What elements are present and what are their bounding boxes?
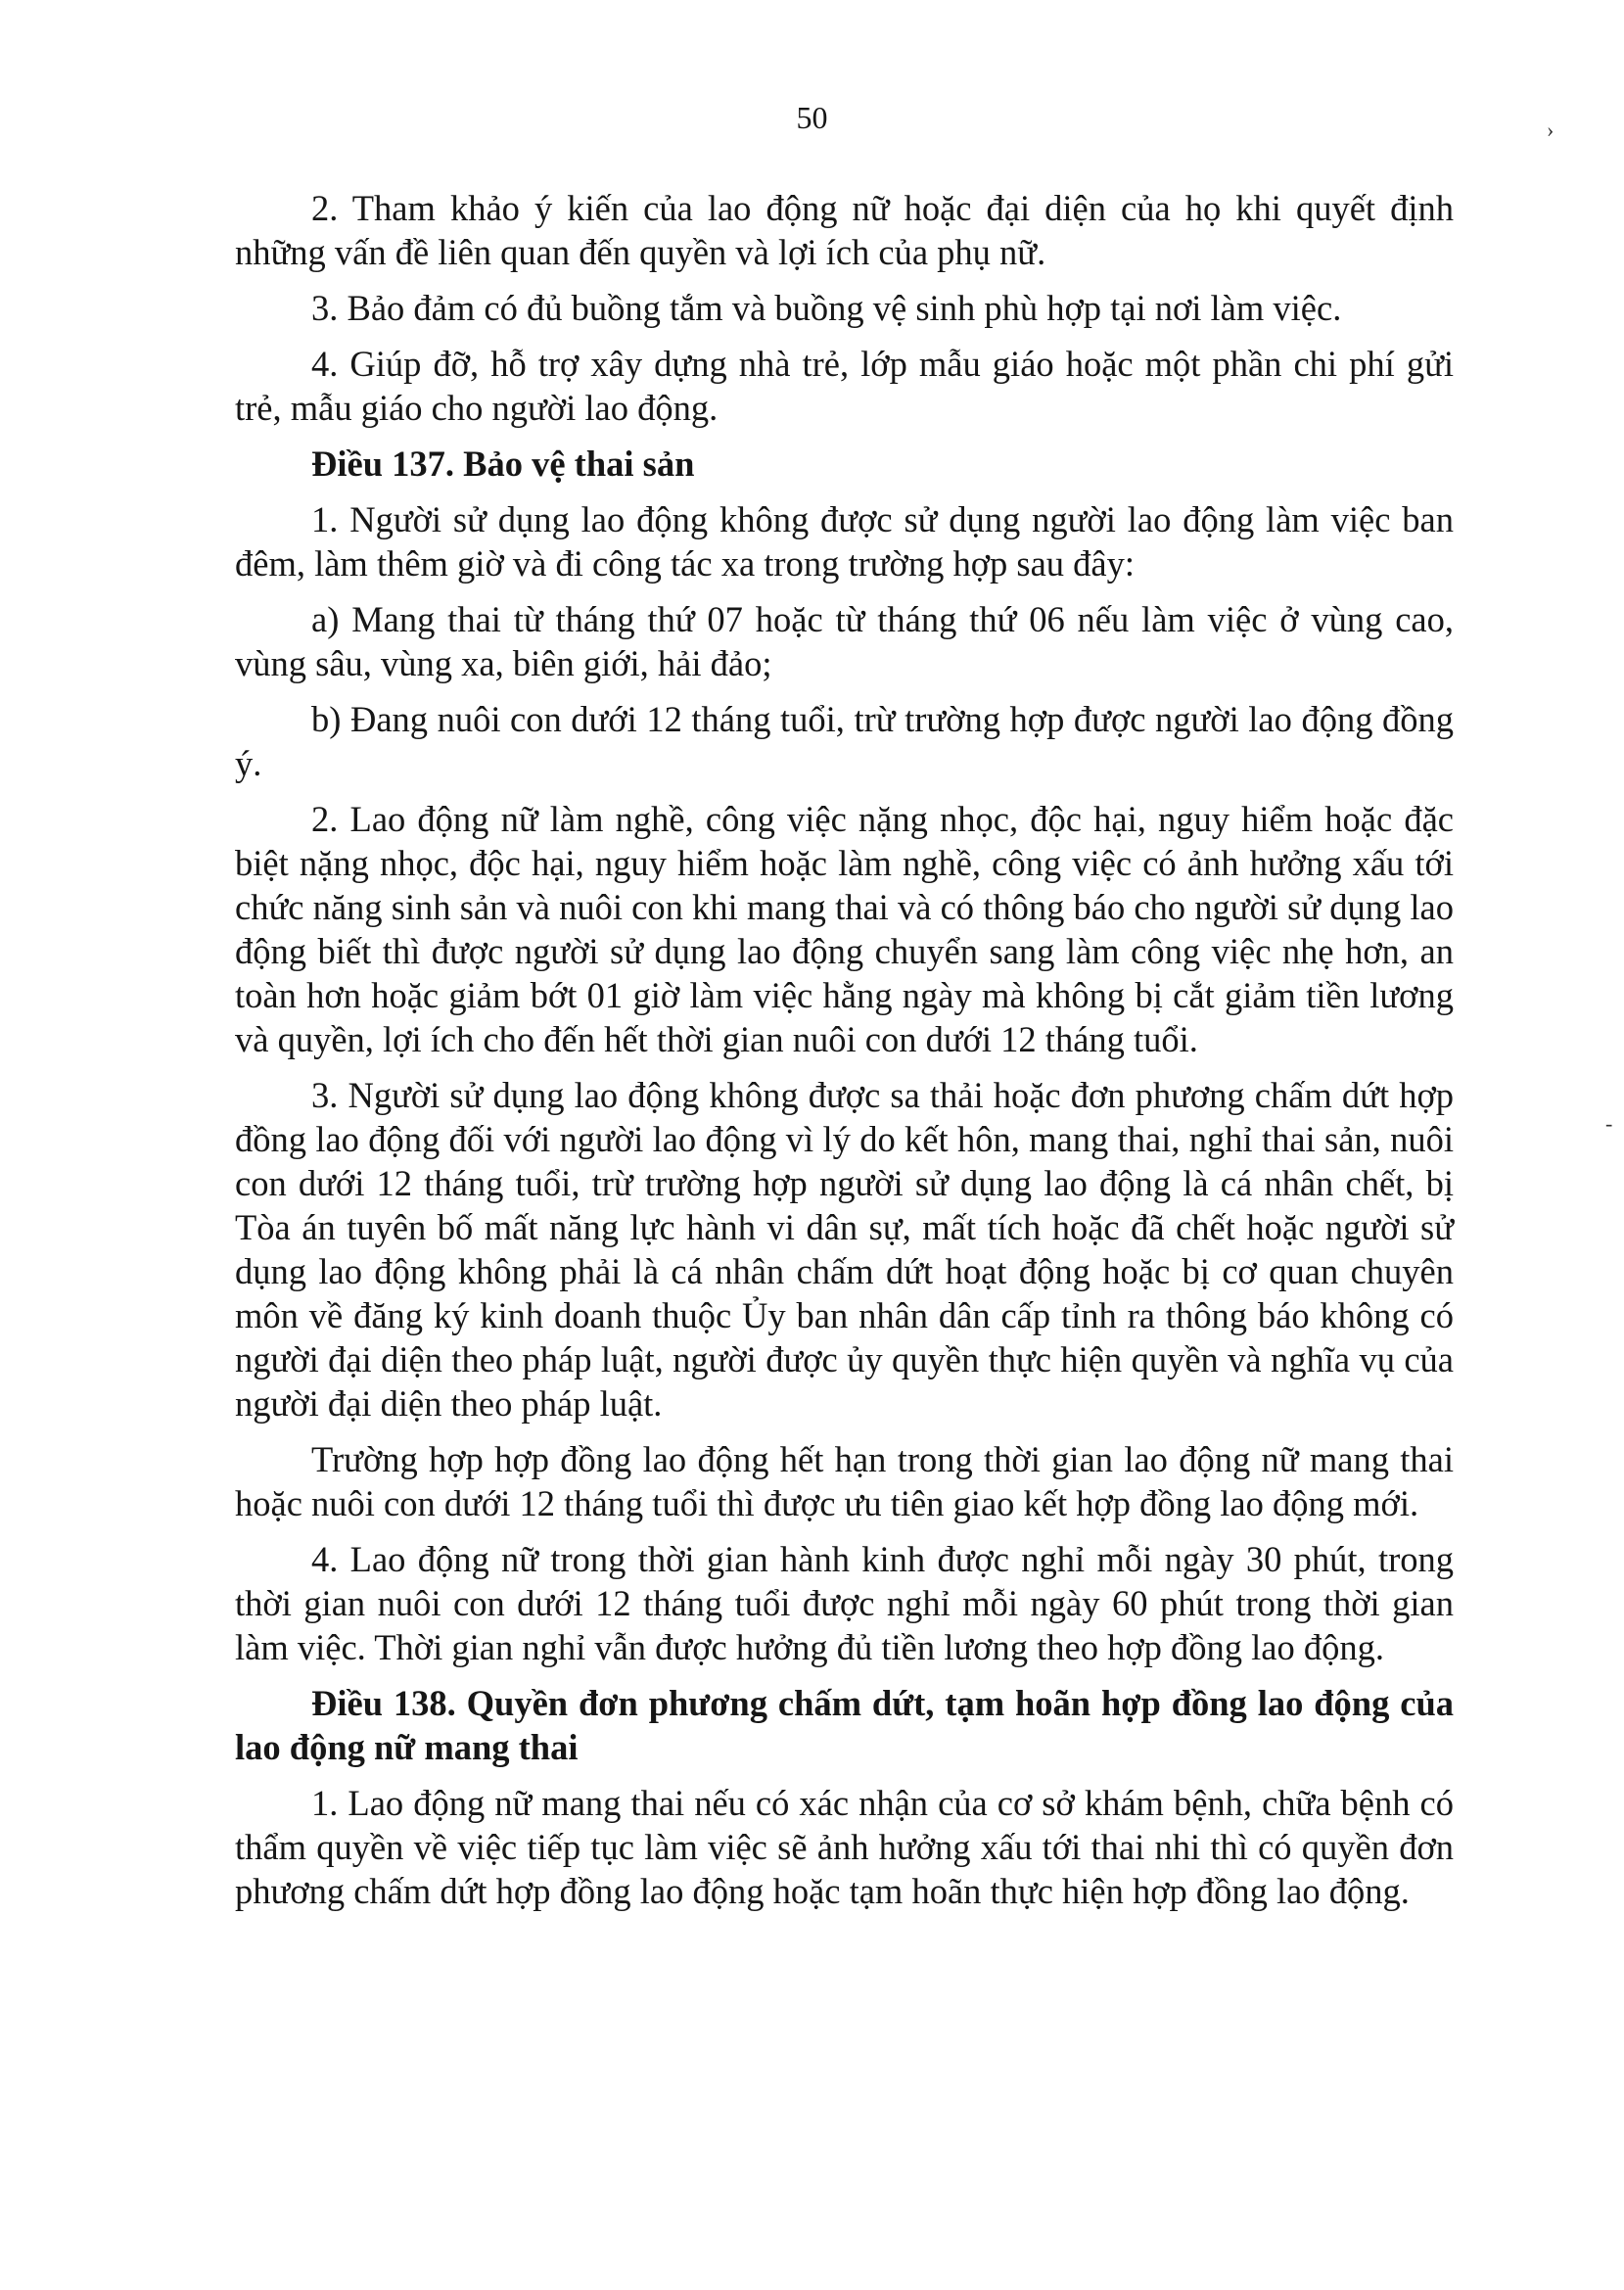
article-137-point-a: a) Mang thai từ tháng thứ 07 hoặc từ tháng thứ 06 nếu làm việc ở vùng cao, vùng sâu, vùng xa, biên giới, hải đảo; [235,599,1454,683]
article-138-heading: Điều 138. Quyền đơn phương chấm dứt, tạm hoãn hợp đồng lao động của lao động nữ mang thai [235,1683,1454,1767]
article-137-point-b: b) Đang nuôi con dưới 12 tháng tuổi, trừ trường hợp được người lao động đồng ý. [235,699,1454,783]
article-137-clause-4: 4. Lao động nữ trong thời gian hành kinh được nghỉ mỗi ngày 30 phút, trong thời gian nuôi con dưới 12 tháng tuổi được nghỉ mỗi ngày 60 phút trong thời gian làm việc. Thời gian nghỉ vẫn được hưởng đủ tiền lương theo hợp đồng lao động. [235,1539,1454,1667]
article-137-clause-3: 3. Người sử dụng lao động không được sa thải hoặc đơn phương chấm dứt hợp đồng lao động đối với người lao động vì lý do kết hôn, mang thai, nghỉ thai sản, nuôi con dưới 12 tháng tuổi, trừ trường hợp người sử dụng lao động là cá nhân chết, bị Tòa án tuyên bố mất năng lực hành vi dân sự, mất tích hoặc đã chết hoặc người sử dụng lao động không phải là cá nhân chấm dứt hoạt động hoặc bị cơ quan chuyên môn về đăng ký kinh doanh thuộc Ủy ban nhân dân cấp tỉnh ra thông báo không có người đại diện theo pháp luật, người được ủy quyền thực hiện quyền và nghĩa vụ của người đại diện theo pháp luật. [235,1075,1454,1424]
paragraph-clause-4: 4. Giúp đỡ, hỗ trợ xây dựng nhà trẻ, lớp mẫu giáo hoặc một phần chi phí gửi trẻ, mẫu giáo cho người lao động. [235,344,1454,428]
article-138-clause-1: 1. Lao động nữ mang thai nếu có xác nhận của cơ sở khám bệnh, chữa bệnh có thẩm quyền về việc tiếp tục làm việc sẽ ảnh hưởng xấu tới thai nhi thì có quyền đơn phương chấm dứt hợp đồng lao động hoặc tạm hoãn thực hiện hợp đồng lao động. [235,1783,1454,1911]
scan-speck: › [1547,117,1554,142]
article-137-clause-3-continued: Trường hợp hợp đồng lao động hết hạn trong thời gian lao động nữ mang thai hoặc nuôi con dưới 12 tháng tuổi thì được ưu tiên giao kết hợp đồng lao động mới. [235,1439,1454,1523]
scan-speck: - [1605,1111,1613,1136]
paragraph-clause-2: 2. Tham khảo ý kiến của lao động nữ hoặc đại diện của họ khi quyết định những vấn đề liên quan đến quyền và lợi ích của phụ nữ. [235,188,1454,272]
paragraph-clause-3: 3. Bảo đảm có đủ buồng tắm và buồng vệ sinh phù hợp tại nơi làm việc. [311,288,1342,328]
article-137-heading: Điều 137. Bảo vệ thai sản [311,444,695,484]
page-number: 50 [796,100,828,135]
article-137-clause-1: 1. Người sử dụng lao động không được sử dụng người lao động làm việc ban đêm, làm thêm giờ và đi công tác xa trong trường hợp sau đây: [235,499,1454,584]
document-body [235,186,1454,1925]
article-137-clause-2: 2. Lao động nữ làm nghề, công việc nặng nhọc, độc hại, nguy hiểm hoặc đặc biệt nặng nhọc, độc hại, nguy hiểm hoặc làm nghề, công việc có ảnh hưởng xấu tới chức năng sinh sản và nuôi con khi mang thai và có thông báo cho người sử dụng lao động biết thì được người sử dụng lao động chuyển sang làm công việc nhẹ hơn, an toàn hơn hoặc giảm bớt 01 giờ làm việc hằng ngày mà không bị cắt giảm tiền lương và quyền, lợi ích cho đến hết thời gian nuôi con dưới 12 tháng tuổi. [235,799,1454,1059]
